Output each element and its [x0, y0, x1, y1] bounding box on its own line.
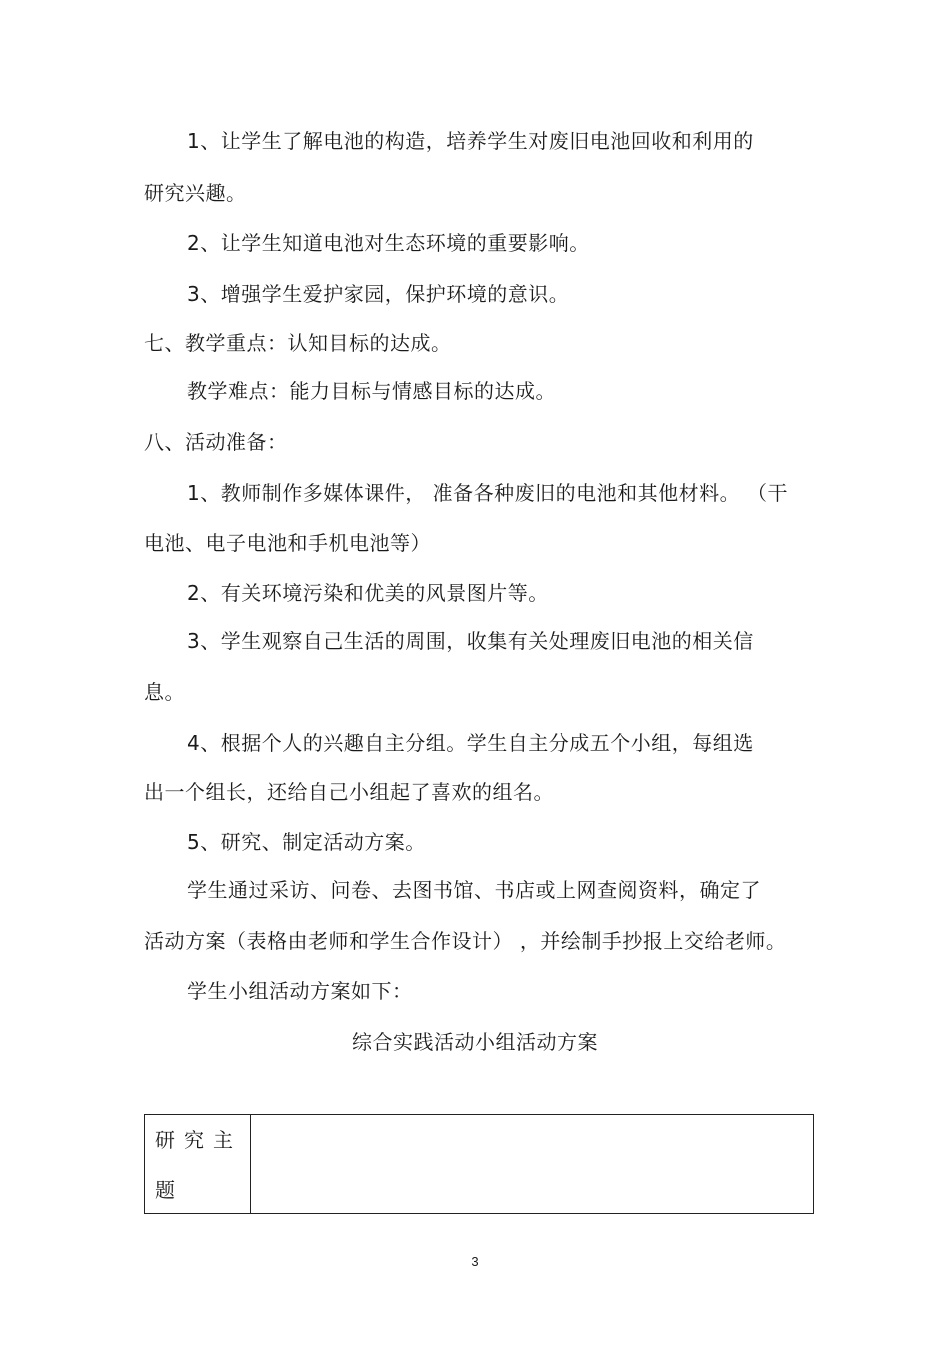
prep-2: 2、有关环境污染和优美的风景图片等。: [187, 581, 549, 605]
prep-3-line-2: 息。: [144, 680, 185, 704]
table-row: [145, 1115, 814, 1214]
objective-2: 2、让学生知道电池对生态环境的重要影响。: [187, 231, 590, 255]
research-topic-label: [145, 1115, 251, 1214]
research-topic-value: [251, 1115, 814, 1214]
method-line-1: 学生通过采访、问卷、去图书馆、书店或上网查阅资料，确定了: [187, 878, 761, 902]
objective-3: 3、增强学生爱护家园，保护环境的意识。: [187, 282, 570, 306]
prep-4-line-2: 出一个组长，还给自己小组起了喜欢的组名。: [144, 780, 554, 804]
prep-1-line-1: 1、教师制作多媒体课件， 准备各种废旧的电池和其他材料。 （干: [187, 481, 788, 505]
objective-1-line-2: 研究兴趣。: [144, 181, 247, 205]
label-line-2: 题: [155, 1178, 175, 1202]
page-number: 3: [471, 1254, 479, 1269]
teaching-difficulty: 教学难点：能力目标与情感目标的达成。: [187, 379, 556, 403]
section-8-heading: 八、活动准备：: [144, 430, 288, 454]
section-7-heading: 七、教学重点：认知目标的达成。: [144, 331, 452, 355]
label-line-1: 研究主: [155, 1128, 242, 1152]
prep-3-line-1: 3、学生观察自己生活的周围，收集有关处理废旧电池的相关信: [187, 629, 754, 653]
table-title: 综合实践活动小组活动方案: [352, 1030, 598, 1054]
activity-plan-table: [144, 1114, 814, 1214]
method-line-2: 活动方案（表格由老师和学生合作设计） ，并绘制手抄报上交给老师。: [144, 929, 787, 953]
prep-1-line-2: 电池、电子电池和手机电池等）: [144, 531, 431, 555]
prep-4-line-1: 4、根据个人的兴趣自主分组。学生自主分成五个小组，每组选: [187, 731, 754, 755]
prep-5: 5、研究、制定活动方案。: [187, 830, 426, 854]
plan-intro: 学生小组活动方案如下：: [187, 979, 413, 1003]
objective-1-line-1: 1、让学生了解电池的构造，培养学生对废旧电池回收和利用的: [187, 129, 754, 153]
